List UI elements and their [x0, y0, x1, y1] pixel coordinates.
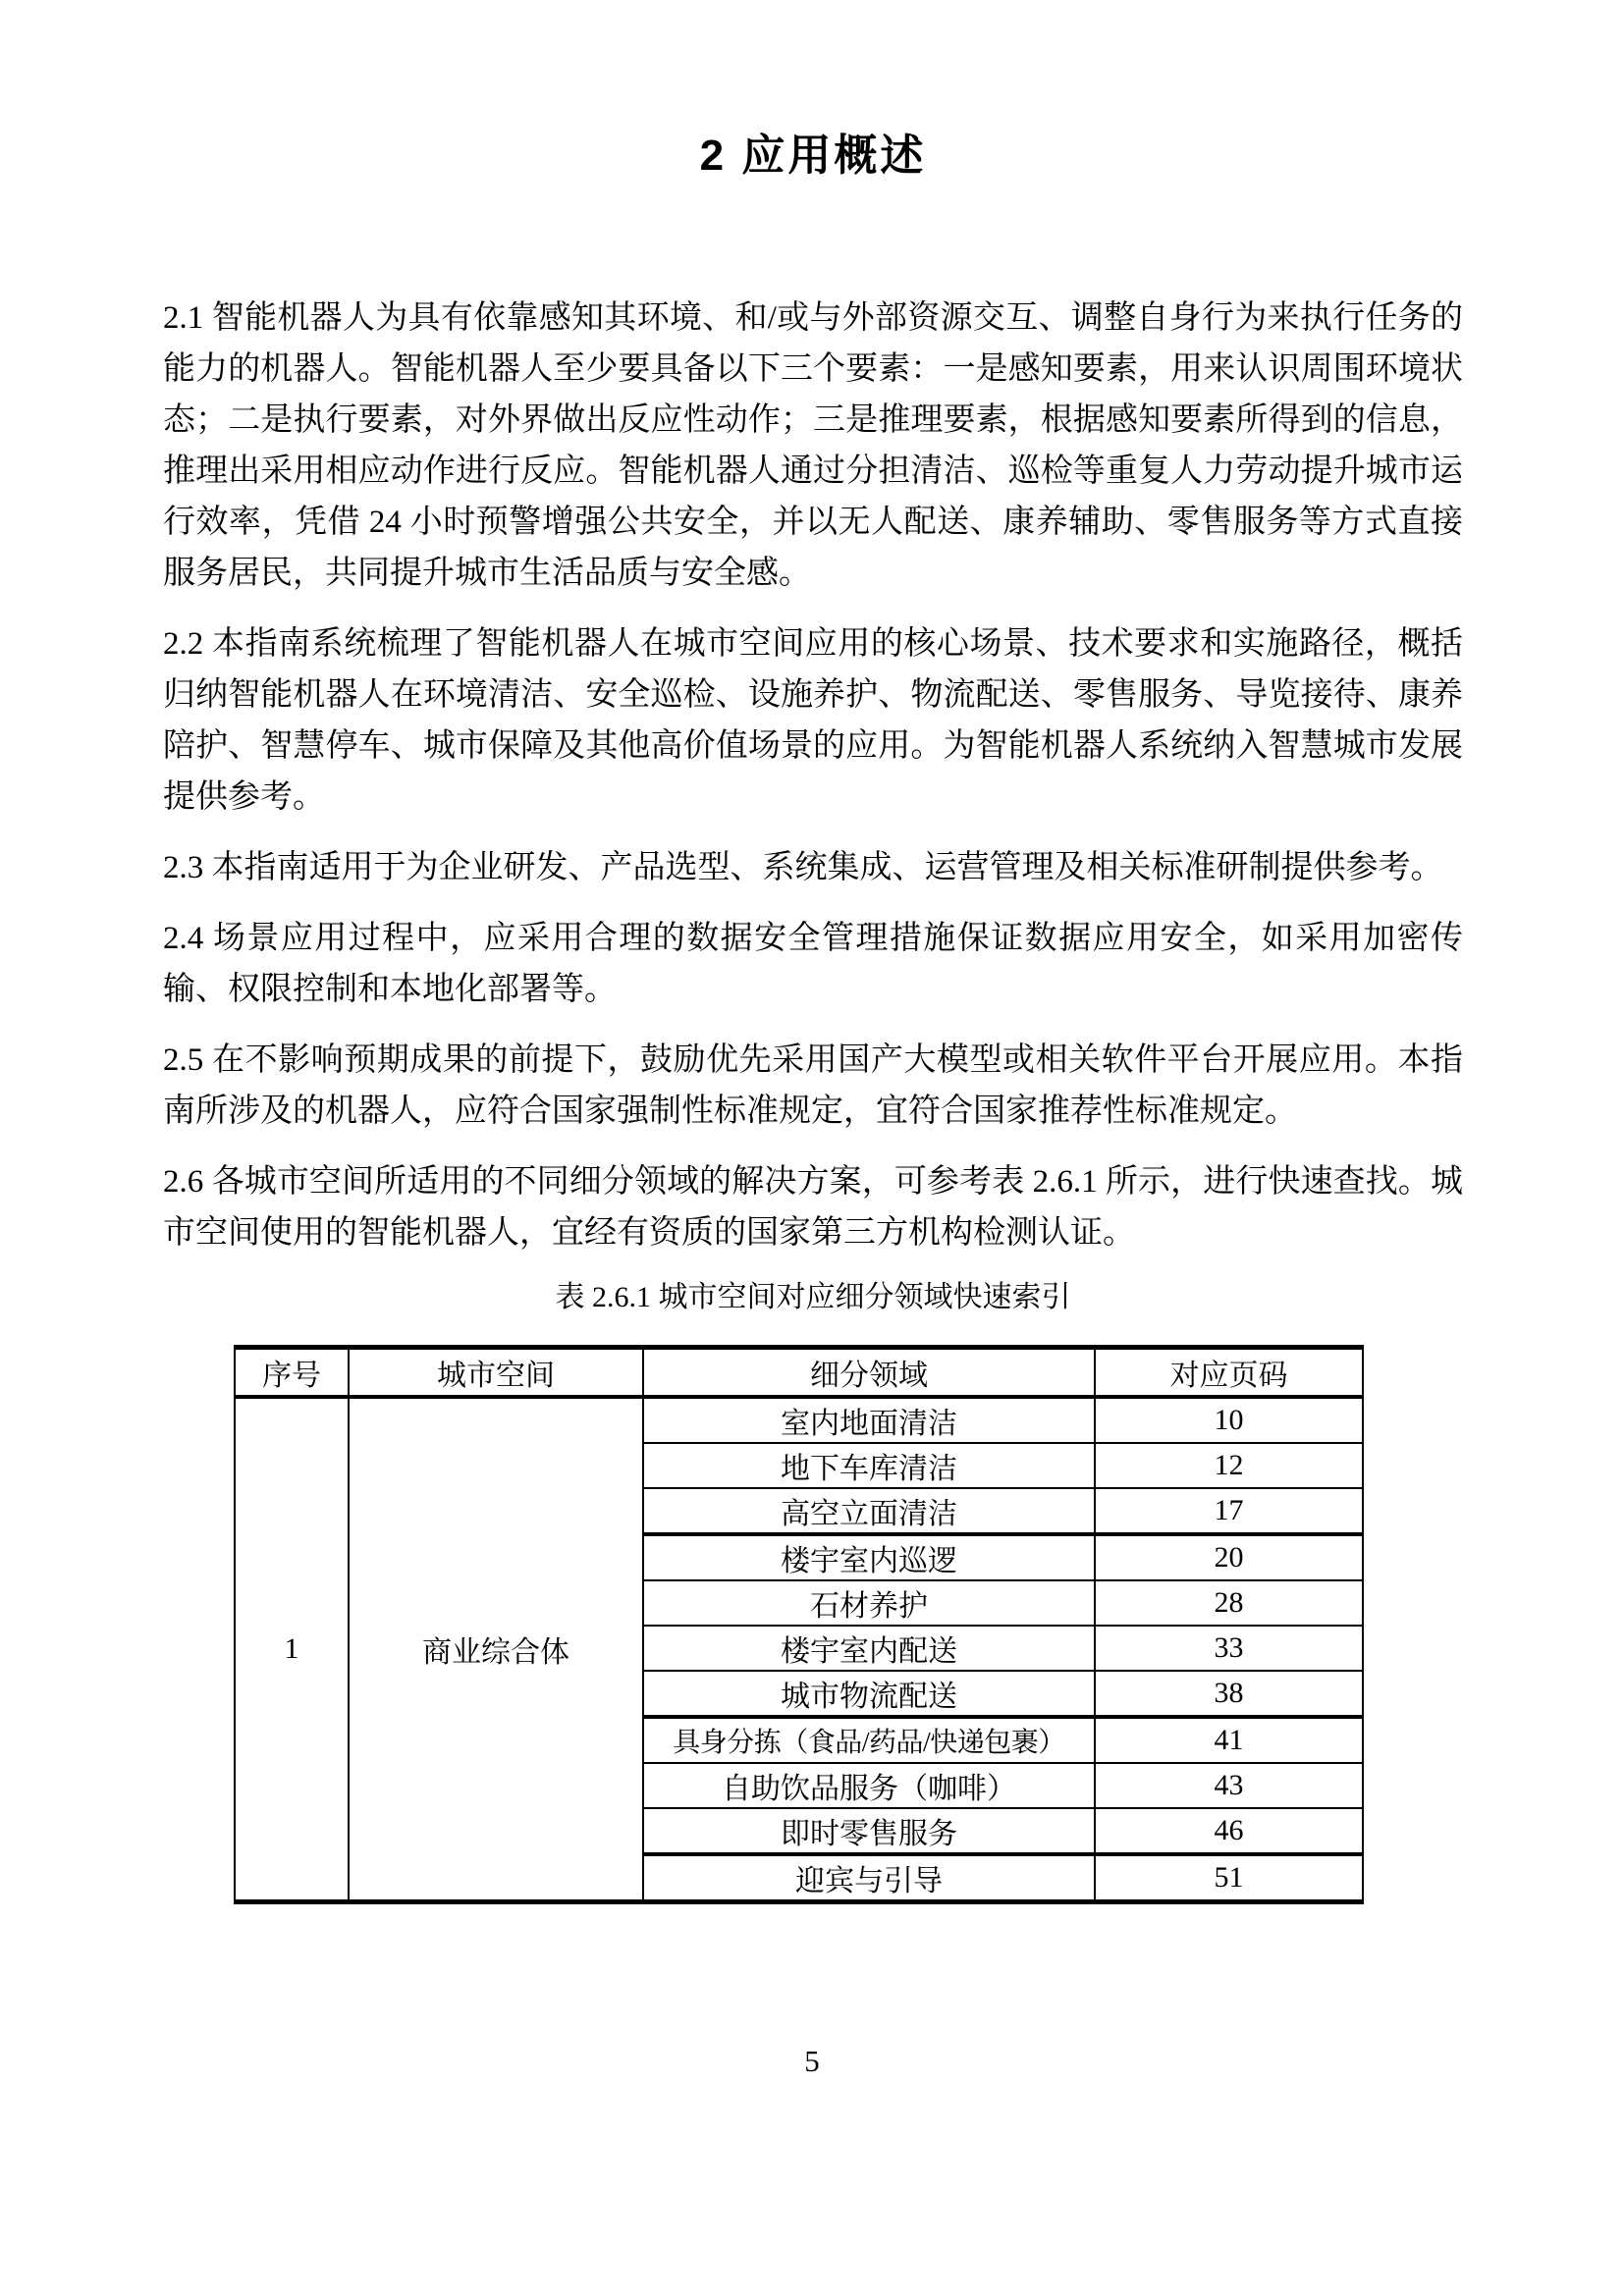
- cell-subfield: 即时零售服务: [643, 1808, 1095, 1854]
- cell-page-number: 38: [1095, 1671, 1363, 1717]
- paragraph-2-2: 2.2 本指南系统梳理了智能机器人在城市空间应用的核心场景、技术要求和实施路径，概括归纳智能机器人在环境清洁、安全巡检、设施养护、物流配送、零售服务、导览接待、康养陪护、智慧停车、城市保障及其他高价值场景的应用。为智能机器人系统纳入智慧城市发展提供参考。: [163, 626, 1463, 815]
- cell-city-space: 商业综合体: [349, 1397, 643, 1902]
- cell-serial-number: 1: [235, 1397, 349, 1902]
- page-number: 5: [804, 2044, 820, 2078]
- paragraph-2-1: 2.1 智能机器人为具有依靠感知其环境、和/或与外部资源交互、调整自身行为来执行任务的能力的机器人。智能机器人至少要具备以下三个要素：一是感知要素，用来认识周围环境状态；二是执行要素，对外界做出反应性动作；三是推理要素，根据感知要素所得到的信息，推理出采用相应动作进行反应。智能机器人通过分担清洁、巡检等重复人力劳动提升城市运行效率，凭借 24 小时预警增强公共安全，并以无人配送、康养辅助、零售服务等方式直接服务居民，共同提升城市生活品质与安全感。: [163, 300, 1463, 591]
- cell-subfield: 地下车库清洁: [643, 1443, 1095, 1488]
- cell-subfield: 迎宾与引导: [643, 1854, 1095, 1902]
- paragraph-2-4: 2.4 场景应用过程中，应采用合理的数据安全管理措施保证数据应用安全，如采用加密传输、权限控制和本地化部署等。: [163, 921, 1463, 1007]
- paragraph-2-5: 2.5 在不影响预期成果的前提下，鼓励优先采用国产大模型或相关软件平台开展应用。本指南所涉及的机器人，应符合国家强制性标准规定，宜符合国家推荐性标准规定。: [163, 1042, 1463, 1129]
- paragraph-2-3: 2.3 本指南适用于为企业研发、产品选型、系统集成、运营管理及相关标准研制提供参考。: [163, 850, 1443, 885]
- cell-subfield: 室内地面清洁: [643, 1397, 1095, 1443]
- cell-subfield: 楼宇室内巡逻: [643, 1534, 1095, 1580]
- table-header-row: [235, 1348, 1363, 1398]
- cell-subfield: 楼宇室内配送: [643, 1626, 1095, 1671]
- cell-page-number: 43: [1095, 1763, 1363, 1808]
- cell-page-number: 33: [1095, 1626, 1363, 1671]
- cell-subfield: 石材养护: [643, 1580, 1095, 1626]
- column-header-subfield: 细分领域: [643, 1348, 1095, 1398]
- cell-page-number: 46: [1095, 1808, 1363, 1854]
- table-caption: 表 2.6.1 城市空间对应细分领域快速索引: [555, 1281, 1071, 1313]
- cell-page-number: 10: [1095, 1397, 1363, 1443]
- column-header-page: 对应页码: [1095, 1348, 1363, 1398]
- cell-page-number: 17: [1095, 1488, 1363, 1534]
- paragraph-2-6: 2.6 各城市空间所适用的不同细分领域的解决方案，可参考表 2.6.1 所示，进行快速查找。城市空间使用的智能机器人，宜经有资质的国家第三方机构检测认证。: [163, 1164, 1463, 1251]
- index-table: [234, 1345, 1364, 1904]
- cell-subfield: 具身分拣（食品/药品/快递包裹）: [643, 1717, 1095, 1763]
- cell-subfield: 高空立面清洁: [643, 1488, 1095, 1534]
- cell-page-number: 41: [1095, 1717, 1363, 1763]
- cell-page-number: 28: [1095, 1580, 1363, 1626]
- page-title: 2 应用概述: [699, 132, 927, 180]
- column-header-city-space: 城市空间: [349, 1348, 643, 1398]
- cell-page-number: 12: [1095, 1443, 1363, 1488]
- cell-page-number: 51: [1095, 1854, 1363, 1902]
- table-row: [235, 1397, 1363, 1443]
- cell-subfield: 自助饮品服务（咖啡）: [643, 1763, 1095, 1808]
- cell-subfield: 城市物流配送: [643, 1671, 1095, 1717]
- column-header-serial: 序号: [235, 1348, 349, 1398]
- cell-page-number: 20: [1095, 1534, 1363, 1580]
